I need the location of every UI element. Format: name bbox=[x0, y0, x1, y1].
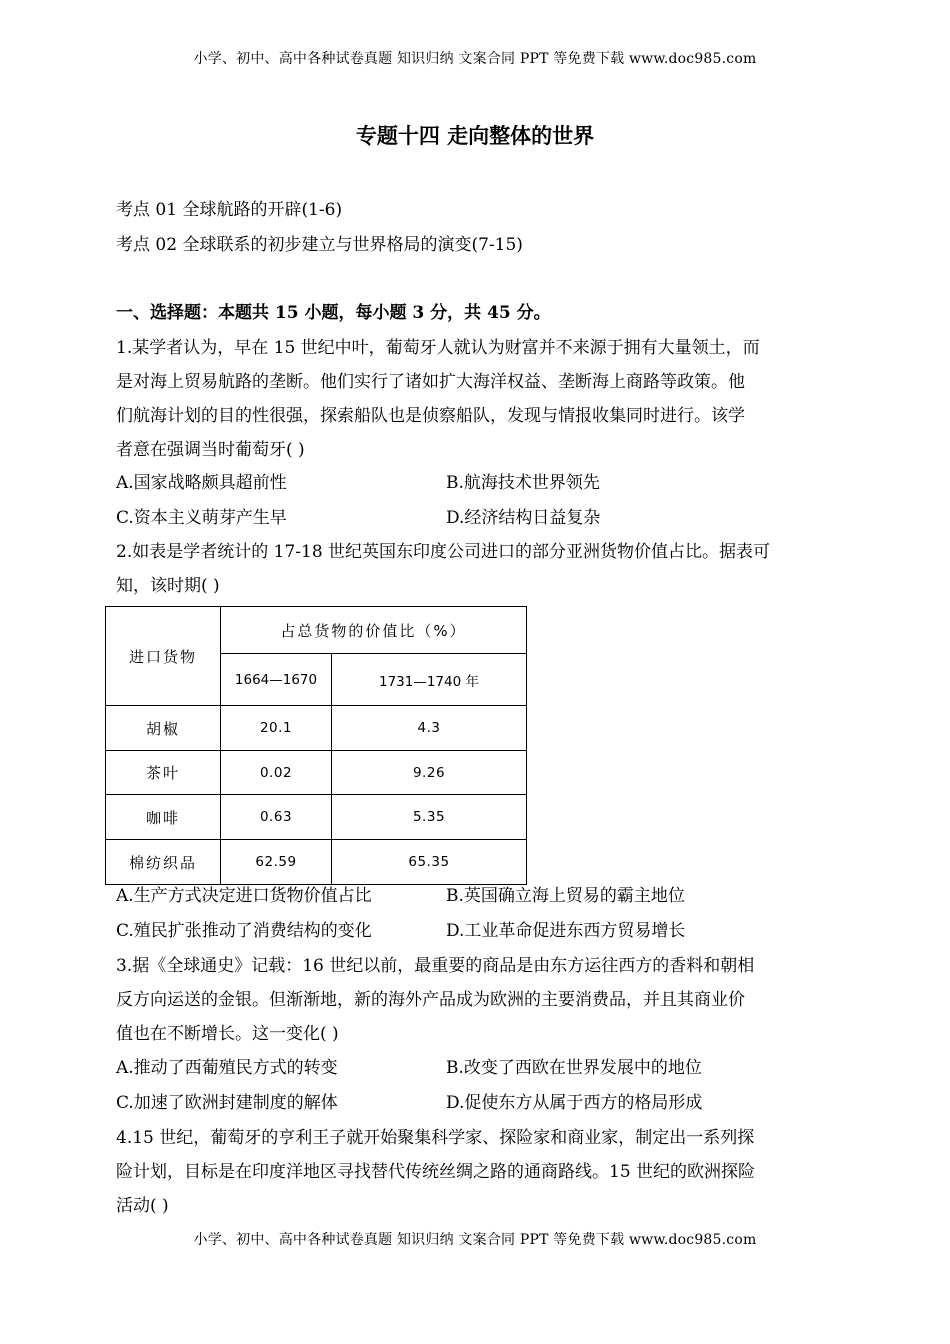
table-cell-name: 咖啡 bbox=[106, 795, 221, 840]
q2-line-2: 知，该时期( ) bbox=[116, 576, 220, 596]
document-title: 专题十四 走向整体的世界 bbox=[355, 124, 595, 148]
q1-line-2: 是对海上贸易航路的垄断。他们实行了诸如扩大海洋权益、垄断海上商路等政策。他 bbox=[116, 372, 745, 392]
table-cell-name: 胡椒 bbox=[106, 706, 221, 751]
q3-option-a: A.推动了西葡殖民方式的转变 bbox=[116, 1058, 338, 1078]
q2-option-c: C.殖民扩张推动了消费结构的变化 bbox=[116, 921, 372, 941]
table-cell-value: 0.63 bbox=[221, 795, 332, 840]
q3-line-2: 反方向运送的金银。但渐渐地，新的海外产品成为欧洲的主要消费品，并且其商业价 bbox=[116, 990, 745, 1010]
table-row bbox=[106, 795, 527, 840]
table-cell-name: 茶叶 bbox=[106, 751, 221, 795]
q3-option-c: C.加速了欧洲封建制度的解体 bbox=[116, 1093, 338, 1113]
q2-data-table bbox=[105, 606, 527, 885]
q3-line-3: 值也在不断增长。这一变化( ) bbox=[116, 1024, 339, 1044]
table-cell-value: 9.26 bbox=[332, 751, 527, 795]
q1-line-4: 者意在强调当时葡萄牙( ) bbox=[116, 440, 305, 460]
q2-option-a: A.生产方式决定进口货物价值占比 bbox=[116, 886, 372, 906]
table-cell-name: 棉纺织品 bbox=[106, 840, 221, 885]
q1-line-3: 们航海计划的目的性很强，探索船队也是侦察船队，发现与情报收集同时进行。该学 bbox=[116, 406, 745, 426]
q4-line-2: 险计划，目标是在印度洋地区寻找替代传统丝绸之路的通商路线。15 世纪的欧洲探险 bbox=[116, 1162, 756, 1182]
table-cell-value: 62.59 bbox=[221, 840, 332, 885]
table-row bbox=[106, 706, 527, 751]
topic-1: 考点 01 全球航路的开辟(1-6) bbox=[116, 200, 343, 220]
q4-line-3: 活动( ) bbox=[116, 1196, 169, 1216]
table-cell-value: 20.1 bbox=[221, 706, 332, 751]
q3-line-1: 3.据《全球通史》记载：16 世纪以前，最重要的商品是由东方运往西方的香料和朝相 bbox=[116, 956, 755, 976]
page-footer: 小学、初中、高中各种试卷真题 知识归纳 文案合同 PPT 等免费下载 www.doc985.com bbox=[193, 1232, 757, 1248]
table-cell-value: 0.02 bbox=[221, 751, 332, 795]
q1-option-b: B.航海技术世界领先 bbox=[446, 473, 600, 493]
section-heading: 一、选择题：本题共 15 小题，每小题 3 分，共 45 分。 bbox=[116, 303, 551, 323]
table-row bbox=[106, 751, 527, 795]
table-cell-value: 65.35 bbox=[332, 840, 527, 885]
table-cell-value: 4.3 bbox=[332, 706, 527, 751]
q3-option-d: D.促使东方从属于西方的格局形成 bbox=[446, 1093, 703, 1113]
q2-option-d: D.工业革命促进东西方贸易增长 bbox=[446, 921, 686, 941]
q1-option-a: A.国家战略颇具超前性 bbox=[116, 473, 287, 493]
table-group-header: 占总货物的价值比（%） bbox=[221, 607, 527, 654]
table-cell-value: 5.35 bbox=[332, 795, 527, 840]
q1-line-1: 1.某学者认为，早在 15 世纪中叶，葡萄牙人就认为财富并不来源于拥有大量领土，而 bbox=[116, 338, 760, 358]
q1-option-c: C.资本主义萌芽产生早 bbox=[116, 508, 287, 528]
table-header-row bbox=[106, 607, 527, 654]
q3-option-b: B.改变了西欧在世界发展中的地位 bbox=[446, 1058, 702, 1078]
table-row-header: 进口货物 bbox=[106, 607, 221, 706]
table-period-1: 1664—1670 bbox=[221, 654, 332, 706]
q2-line-1: 2.如表是学者统计的 17-18 世纪英国东印度公司进口的部分亚洲货物价值占比。据表可 bbox=[116, 542, 771, 562]
topic-2: 考点 02 全球联系的初步建立与世界格局的演变(7-15) bbox=[116, 235, 523, 255]
table-period-2: 1731—1740 年 bbox=[332, 654, 527, 706]
page-header: 小学、初中、高中各种试卷真题 知识归纳 文案合同 PPT 等免费下载 www.doc985.com bbox=[193, 51, 757, 67]
q2-option-b: B.英国确立海上贸易的霸主地位 bbox=[446, 886, 685, 906]
q1-option-d: D.经济结构日益复杂 bbox=[446, 508, 601, 528]
table-row bbox=[106, 840, 527, 885]
q4-line-1: 4.15 世纪，葡萄牙的亨利王子就开始聚集科学家、探险家和商业家，制定出一系列探 bbox=[116, 1128, 755, 1148]
